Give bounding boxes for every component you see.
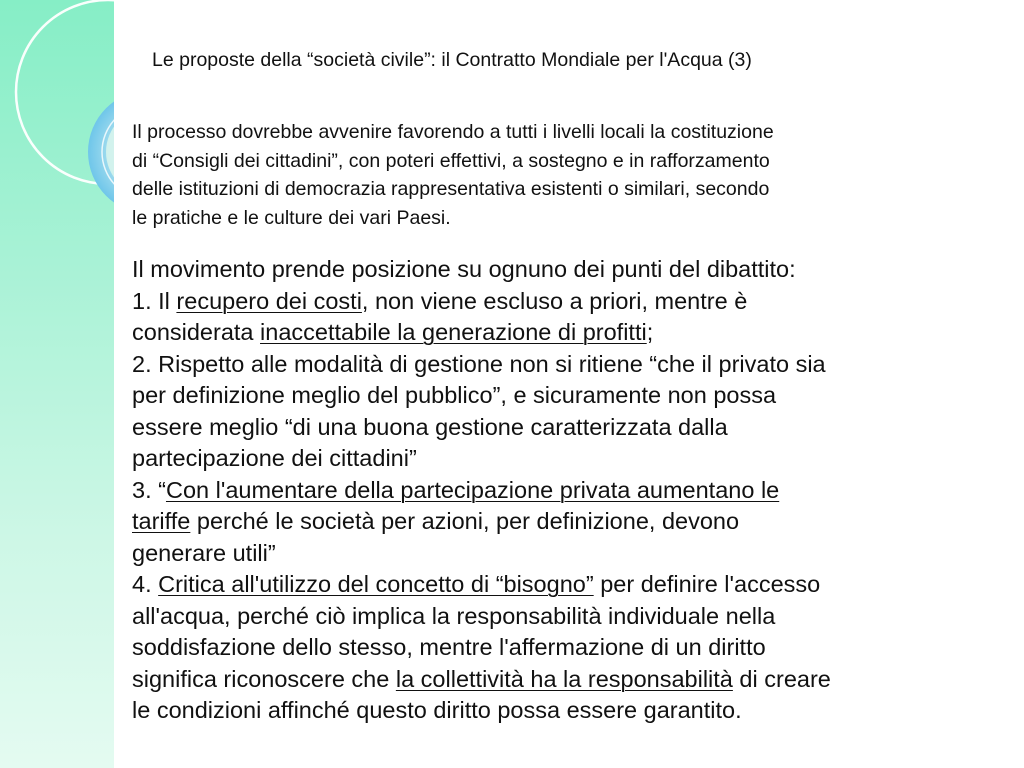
point-1-line-2 — [132, 317, 1012, 349]
point-3-line-3: generare utili” — [132, 539, 276, 566]
text-run: 4. — [132, 571, 159, 597]
decorative-sidebar — [0, 0, 114, 768]
text-run: considerata — [132, 319, 261, 345]
point-3-line-1 — [132, 475, 1012, 507]
partecipazione-privata-link[interactable]: Con l'aumentare della partecipazione privata aumentano le — [165, 476, 780, 503]
text-run: ; — [646, 319, 654, 345]
point-4-line-2: all'acqua, perché ciò implica la responsabilità individuale nella — [132, 602, 776, 629]
recupero-costi-link[interactable]: recupero dei costi — [176, 287, 362, 314]
decorative-circles-graphic — [0, 0, 114, 260]
debate-positions-text — [132, 254, 1012, 727]
point-2-line-4: partecipazione dei cittadini” — [132, 445, 417, 471]
point-3-line-2 — [132, 506, 1012, 538]
intro-line: Il processo dovrebbe avvenire favorendo a tutti i livelli locali la costituzione — [132, 121, 774, 143]
point-2-line-2: per definizione meglio del pubblico”, e sicuramente non possa — [132, 382, 777, 408]
text-run: 1. Il — [132, 287, 177, 314]
intro-line: delle istituzioni di democrazia rappresentativa esistenti o similari, secondo — [132, 178, 770, 200]
point-4-line-1 — [132, 569, 1012, 601]
point-4-line-3: soddisfazione dello stesso, mentre l'affermazione di un diritto — [132, 634, 766, 660]
text-run: perché le società per azioni, per definizione, devono — [190, 508, 740, 534]
intro-line: le pratiche e le culture dei vari Paesi. — [132, 206, 451, 229]
point-4-line-4 — [132, 664, 1012, 696]
collettivita-responsabilita-link[interactable]: la collettività ha la responsabilità — [395, 665, 733, 692]
point-4-line-5: le condizioni affinché questo diritto possa essere garantito. — [132, 697, 742, 723]
tariffe-link[interactable]: tariffe — [132, 508, 191, 534]
point-1-line-1 — [132, 286, 1012, 318]
lead-sentence: Il movimento prende posizione su ognuno dei punti del dibattito: — [132, 256, 796, 282]
text-run: , non viene escluso a priori, mentre è — [361, 287, 748, 314]
slide-title: Le proposte della “società civile”: il Contratto Mondiale per l'Acqua (3) — [152, 49, 752, 71]
text-run: di creare — [732, 665, 831, 692]
intro-line: di “Consigli dei cittadini”, con poteri effettivi, a sostegno e in rafforzamento — [132, 149, 770, 172]
critica-bisogno-link[interactable]: Critica all'utilizzo del concetto di “bisogno” — [158, 571, 594, 597]
generazione-profitti-link[interactable]: inaccettabile la generazione di profitti — [260, 319, 647, 345]
text-run: significa riconoscere che — [132, 665, 396, 692]
point-2-line-1: 2. Rispetto alle modalità di gestione non si ritiene “che il privato sia — [132, 350, 826, 377]
text-run: per definire l'accesso — [593, 571, 821, 597]
intro-paragraph — [132, 118, 992, 232]
text-run: 3. “ — [132, 476, 166, 503]
point-2-line-3: essere meglio “di una buona gestione caratterizzata dalla — [132, 413, 728, 440]
